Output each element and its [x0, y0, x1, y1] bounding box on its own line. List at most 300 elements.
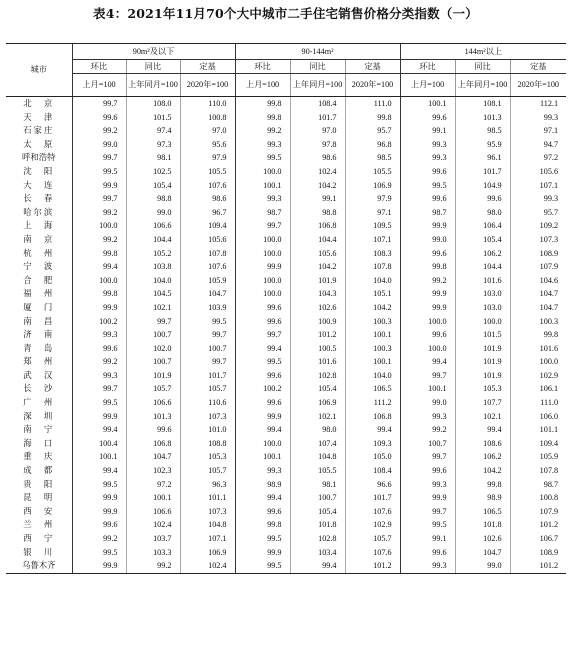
- index-value: 99.4: [345, 423, 400, 437]
- index-value: 98.7: [510, 478, 566, 492]
- index-value: 106.9: [290, 396, 345, 410]
- index-value: 108.4: [290, 97, 345, 111]
- index-value: 106.8: [126, 437, 180, 451]
- index-value: 99.2: [400, 274, 455, 288]
- index-value: 104.7: [510, 287, 566, 301]
- index-value: 111.0: [510, 396, 566, 410]
- index-value: 99.8: [345, 111, 400, 125]
- index-value: 105.7: [180, 382, 235, 396]
- index-value: 99.4: [72, 464, 126, 478]
- index-value: 100.1: [400, 382, 455, 396]
- index-value: 99.4: [235, 423, 290, 437]
- table-row: [6, 369, 566, 383]
- index-value: 98.9: [235, 478, 290, 492]
- index-value: 101.2: [510, 518, 566, 532]
- index-value: 99.7: [400, 505, 455, 519]
- base-label-base: 2020年=100: [345, 74, 400, 97]
- index-value: 105.9: [180, 274, 235, 288]
- table-row: [6, 287, 566, 301]
- index-value: 105.5: [180, 165, 235, 179]
- city-name: 郑 州: [23, 356, 55, 367]
- index-value: 96.7: [180, 206, 235, 220]
- index-value: 112.1: [510, 97, 566, 111]
- table-row: [6, 355, 566, 369]
- index-value: 107.1: [510, 179, 566, 193]
- index-value: 100.1: [235, 179, 290, 193]
- index-value: 99.5: [400, 518, 455, 532]
- base-label-mom: 上月=100: [235, 74, 290, 97]
- index-value: 105.7: [345, 532, 400, 546]
- index-value: 101.2: [290, 328, 345, 342]
- table-row: [6, 274, 566, 288]
- group-header-medium: [235, 44, 400, 60]
- city-name: 贵 阳: [23, 478, 55, 489]
- index-value: 100.0: [510, 355, 566, 369]
- index-value: 108.3: [345, 247, 400, 261]
- index-value: 99.4: [72, 423, 126, 437]
- base-label-mom: 上月=100: [400, 74, 455, 97]
- index-value: 99.0: [126, 206, 180, 220]
- table-row: [6, 396, 566, 410]
- index-value: 104.8: [290, 450, 345, 464]
- index-value: 99.4: [290, 559, 345, 573]
- index-value: 101.9: [290, 274, 345, 288]
- index-value: 104.0: [345, 274, 400, 288]
- index-value: 99.7: [400, 450, 455, 464]
- index-value: 99.6: [235, 301, 290, 315]
- index-value: 106.4: [455, 219, 510, 233]
- index-value: 97.3: [126, 138, 180, 152]
- index-value: 109.2: [510, 219, 566, 233]
- index-value: 99.9: [235, 546, 290, 560]
- index-value: 97.0: [180, 124, 235, 138]
- table-title: 表4：2021年11月70个大中城市二手住宅销售价格分类指数（一）: [93, 6, 478, 21]
- index-value: 99.0: [455, 559, 510, 573]
- index-value: 99.6: [400, 165, 455, 179]
- base-label-yoy: 上年同月=100: [290, 74, 345, 97]
- index-value: 107.7: [455, 396, 510, 410]
- index-value: 99.7: [235, 328, 290, 342]
- index-value: 101.6: [455, 274, 510, 288]
- index-value: 101.2: [345, 559, 400, 573]
- index-value: 104.4: [126, 233, 180, 247]
- index-value: 103.3: [126, 546, 180, 560]
- index-value: 97.9: [345, 192, 400, 206]
- city-name: 长 春: [23, 193, 55, 204]
- index-value: 95.9: [455, 138, 510, 152]
- index-value: 99.0: [72, 138, 126, 152]
- table-row: [6, 559, 566, 573]
- index-value: 100.0: [235, 437, 290, 451]
- index-value: 102.8: [290, 532, 345, 546]
- index-value: 101.1: [510, 423, 566, 437]
- index-value: 101.7: [345, 491, 400, 505]
- index-value: 98.6: [290, 151, 345, 165]
- index-value: 99.0: [400, 396, 455, 410]
- table-row: [6, 518, 566, 532]
- index-value: 99.9: [235, 260, 290, 274]
- index-value: 99.8: [235, 111, 290, 125]
- index-value: 107.6: [345, 546, 400, 560]
- city-name: 沈 阳: [23, 165, 55, 176]
- index-value: 102.3: [126, 464, 180, 478]
- index-value: 107.6: [345, 505, 400, 519]
- index-value: 96.8: [345, 138, 400, 152]
- index-value: 99.3: [400, 410, 455, 424]
- table-row: [6, 233, 566, 247]
- index-value: 110.6: [180, 396, 235, 410]
- index-value: 105.6: [510, 165, 566, 179]
- index-value: 100.4: [72, 437, 126, 451]
- index-value: 107.6: [180, 260, 235, 274]
- index-value: 99.3: [235, 192, 290, 206]
- index-value: 99.9: [400, 287, 455, 301]
- index-value: 100.1: [126, 491, 180, 505]
- index-value: 104.7: [180, 287, 235, 301]
- table-row: [6, 450, 566, 464]
- index-value: 102.4: [180, 559, 235, 573]
- index-value: 102.6: [290, 301, 345, 315]
- table-row: [6, 247, 566, 261]
- index-value: 99.7: [180, 355, 235, 369]
- index-value: 109.5: [345, 219, 400, 233]
- index-value: 99.7: [72, 192, 126, 206]
- index-value: 100.9: [290, 315, 345, 329]
- index-value: 99.5: [180, 315, 235, 329]
- index-value: 94.7: [510, 138, 566, 152]
- index-value: 99.3: [510, 192, 566, 206]
- index-value: 104.4: [290, 233, 345, 247]
- group-header-large: [400, 44, 566, 60]
- index-value: 99.6: [235, 369, 290, 383]
- index-value: 105.3: [180, 450, 235, 464]
- index-value: 99.8: [510, 328, 566, 342]
- index-value: 101.6: [510, 342, 566, 356]
- index-value: 108.0: [126, 97, 180, 111]
- index-value: 103.0: [455, 301, 510, 315]
- index-value: 99.9: [400, 219, 455, 233]
- index-value: 99.8: [72, 287, 126, 301]
- table-row: [6, 111, 566, 125]
- index-value: 99.8: [455, 478, 510, 492]
- index-value: 101.8: [290, 518, 345, 532]
- index-value: 100.3: [345, 315, 400, 329]
- index-value: 106.5: [345, 382, 400, 396]
- table-row: [6, 301, 566, 315]
- index-value: 101.3: [126, 410, 180, 424]
- index-value: 98.9: [455, 491, 510, 505]
- index-value: 98.6: [180, 192, 235, 206]
- index-value: 109.4: [180, 219, 235, 233]
- city-name: 乌鲁木齐: [6, 559, 72, 573]
- table-row: [6, 382, 566, 396]
- index-value: 99.6: [126, 423, 180, 437]
- city-name: 深 圳: [23, 410, 55, 421]
- city-name: 杭 州: [23, 247, 55, 258]
- index-value: 104.8: [180, 518, 235, 532]
- index-value: 107.9: [510, 505, 566, 519]
- index-value: 100.7: [126, 355, 180, 369]
- group-label: 90m²及以下: [132, 46, 175, 56]
- index-value: 99.2: [72, 206, 126, 220]
- index-value: 99.9: [72, 491, 126, 505]
- index-value: 104.7: [126, 450, 180, 464]
- index-value: 106.2: [455, 247, 510, 261]
- table-row: [6, 206, 566, 220]
- base-label-yoy: 上年同月=100: [126, 74, 180, 97]
- index-value: 101.9: [126, 369, 180, 383]
- index-value: 101.3: [455, 111, 510, 125]
- index-value: 105.6: [180, 233, 235, 247]
- index-value: 105.5: [345, 165, 400, 179]
- index-value: 99.4: [235, 342, 290, 356]
- index-value: 105.0: [345, 450, 400, 464]
- index-value: 99.5: [72, 165, 126, 179]
- city-name: 福 州: [23, 288, 55, 299]
- index-value: 100.0: [455, 315, 510, 329]
- index-value: 97.1: [345, 206, 400, 220]
- index-value: 105.3: [455, 382, 510, 396]
- index-value: 106.8: [345, 410, 400, 424]
- index-value: 107.3: [180, 410, 235, 424]
- sub-header-mom: 环比: [72, 60, 126, 74]
- index-value: 108.1: [455, 97, 510, 111]
- index-value: 99.3: [400, 478, 455, 492]
- sub-header-yoy: 同比: [455, 60, 510, 74]
- sub-header-yoy: 同比: [126, 60, 180, 74]
- index-value: 98.5: [345, 151, 400, 165]
- table-row: [6, 315, 566, 329]
- sub-header-yoy: 同比: [290, 60, 345, 74]
- index-value: 107.1: [345, 233, 400, 247]
- index-value: 100.0: [400, 342, 455, 356]
- index-value: 99.2: [126, 559, 180, 573]
- index-value: 99.3: [235, 464, 290, 478]
- index-value: 104.5: [126, 287, 180, 301]
- table-row: [6, 138, 566, 152]
- table-row: [6, 342, 566, 356]
- table-row: [6, 505, 566, 519]
- index-value: 107.6: [180, 179, 235, 193]
- index-value: 99.7: [235, 219, 290, 233]
- index-value: 100.1: [345, 328, 400, 342]
- group-header-small: [72, 44, 235, 60]
- index-value: 104.0: [126, 274, 180, 288]
- index-value: 107.3: [180, 505, 235, 519]
- city-name: 西 宁: [23, 533, 55, 543]
- index-value: 98.7: [400, 206, 455, 220]
- index-value: 102.9: [510, 369, 566, 383]
- index-value: 97.1: [510, 124, 566, 138]
- index-value: 111.0: [345, 97, 400, 111]
- index-value: 101.5: [126, 111, 180, 125]
- index-value: 108.4: [345, 464, 400, 478]
- index-value: 99.6: [72, 342, 126, 356]
- table-row: [6, 328, 566, 342]
- index-value: 99.3: [400, 151, 455, 165]
- index-value: 98.0: [290, 423, 345, 437]
- index-value: 99.5: [72, 396, 126, 410]
- table-row: [6, 410, 566, 424]
- index-value: 106.6: [126, 505, 180, 519]
- sub-header-mom: 环比: [235, 60, 290, 74]
- index-value: 99.6: [400, 464, 455, 478]
- index-value: 99.4: [400, 355, 455, 369]
- city-name: 南 京: [23, 233, 55, 244]
- index-value: 99.9: [72, 410, 126, 424]
- index-value: 99.8: [72, 247, 126, 261]
- table-header: [6, 44, 566, 97]
- city-column-header: 城市: [6, 44, 72, 97]
- index-value: 97.2: [126, 478, 180, 492]
- city-name: 武 汉: [23, 369, 55, 380]
- index-value: 100.0: [235, 165, 290, 179]
- index-value: 100.3: [510, 315, 566, 329]
- index-value: 106.9: [345, 179, 400, 193]
- index-value: 99.6: [235, 315, 290, 329]
- index-value: 108.9: [510, 247, 566, 261]
- index-value: 103.0: [455, 287, 510, 301]
- index-value: 99.4: [235, 491, 290, 505]
- city-name: 南 昌: [23, 315, 55, 326]
- index-value: 99.6: [235, 396, 290, 410]
- index-value: 95.7: [510, 206, 566, 220]
- table-row: [6, 179, 566, 193]
- index-value: 107.9: [510, 260, 566, 274]
- table-row: [6, 423, 566, 437]
- index-value: 99.6: [235, 505, 290, 519]
- index-value: 101.5: [455, 328, 510, 342]
- index-value: 104.2: [290, 260, 345, 274]
- table-row: [6, 491, 566, 505]
- index-value: 107.4: [290, 437, 345, 451]
- index-value: 99.6: [400, 111, 455, 125]
- index-value: 108.6: [455, 437, 510, 451]
- index-value: 100.0: [72, 219, 126, 233]
- index-value: 97.9: [180, 151, 235, 165]
- index-value: 99.3: [400, 138, 455, 152]
- index-value: 99.3: [72, 328, 126, 342]
- index-value: 100.0: [235, 247, 290, 261]
- city-name: 太 原: [23, 138, 55, 149]
- base-label-yoy: 上年同月=100: [455, 74, 510, 97]
- index-value: 103.4: [290, 546, 345, 560]
- index-value: 106.0: [510, 410, 566, 424]
- table-row: [6, 437, 566, 451]
- index-value: 99.2: [72, 124, 126, 138]
- index-value: 99.7: [180, 328, 235, 342]
- index-value: 100.0: [72, 274, 126, 288]
- index-value: 105.7: [180, 464, 235, 478]
- index-value: 98.8: [290, 206, 345, 220]
- index-value: 105.4: [290, 505, 345, 519]
- index-value: 100.1: [400, 97, 455, 111]
- index-value: 104.3: [290, 287, 345, 301]
- index-value: 104.2: [455, 464, 510, 478]
- index-value: 101.8: [455, 518, 510, 532]
- city-name: 兰 州: [23, 519, 55, 530]
- city-name: 厦 门: [23, 301, 55, 312]
- index-value: 100.1: [235, 450, 290, 464]
- index-value: 98.1: [290, 478, 345, 492]
- index-value: 99.2: [400, 423, 455, 437]
- city-name: 石家庄: [23, 125, 55, 136]
- index-value: 102.4: [290, 165, 345, 179]
- city-name: 天 津: [23, 111, 55, 122]
- city-name: 西 安: [23, 505, 55, 516]
- index-value: 103.7: [126, 532, 180, 546]
- index-value: 106.1: [510, 382, 566, 396]
- index-value: 106.6: [126, 396, 180, 410]
- index-value: 99.7: [72, 382, 126, 396]
- index-value: 106.5: [455, 505, 510, 519]
- index-value: 107.8: [180, 247, 235, 261]
- index-value: 106.9: [180, 546, 235, 560]
- index-value: 105.1: [345, 287, 400, 301]
- index-value: 99.8: [400, 260, 455, 274]
- index-value: 110.0: [180, 97, 235, 111]
- price-index-table: [6, 43, 566, 574]
- city-name: 昆 明: [23, 492, 55, 503]
- index-value: 101.9: [455, 355, 510, 369]
- index-value: 102.5: [126, 165, 180, 179]
- index-value: 95.7: [345, 124, 400, 138]
- table-body: [6, 97, 566, 574]
- index-value: 105.4: [126, 179, 180, 193]
- city-name: 广 州: [23, 397, 55, 408]
- index-value: 99.3: [400, 559, 455, 573]
- index-value: 100.0: [235, 233, 290, 247]
- index-value: 99.9: [400, 491, 455, 505]
- index-value: 99.1: [400, 532, 455, 546]
- index-value: 99.8: [235, 97, 290, 111]
- index-value: 99.3: [235, 138, 290, 152]
- index-value: 100.2: [235, 382, 290, 396]
- city-name: 上 海: [23, 220, 55, 231]
- index-value: 101.6: [290, 355, 345, 369]
- index-value: 103.8: [126, 260, 180, 274]
- index-value: 100.0: [400, 315, 455, 329]
- index-value: 99.9: [400, 301, 455, 315]
- table-row: [6, 219, 566, 233]
- table-row: [6, 260, 566, 274]
- index-value: 99.0: [400, 233, 455, 247]
- index-value: 99.2: [72, 532, 126, 546]
- index-value: 99.5: [72, 546, 126, 560]
- base-label-base: 2020年=100: [510, 74, 566, 97]
- index-value: 107.3: [510, 233, 566, 247]
- index-value: 99.9: [72, 559, 126, 573]
- index-value: 99.7: [72, 151, 126, 165]
- index-value: 99.2: [235, 124, 290, 138]
- index-value: 105.5: [290, 464, 345, 478]
- index-value: 104.2: [290, 179, 345, 193]
- index-value: 109.4: [510, 437, 566, 451]
- index-value: 104.7: [510, 301, 566, 315]
- index-value: 102.1: [290, 410, 345, 424]
- table-row: [6, 532, 566, 546]
- city-name: 宁 波: [23, 261, 55, 272]
- index-value: 99.7: [126, 315, 180, 329]
- index-value: 100.8: [180, 111, 235, 125]
- table-row: [6, 165, 566, 179]
- index-value: 104.0: [345, 369, 400, 383]
- city-name: 成 都: [23, 465, 55, 476]
- index-value: 97.4: [126, 124, 180, 138]
- index-value: 100.7: [400, 437, 455, 451]
- index-value: 111.2: [345, 396, 400, 410]
- index-value: 107.8: [510, 464, 566, 478]
